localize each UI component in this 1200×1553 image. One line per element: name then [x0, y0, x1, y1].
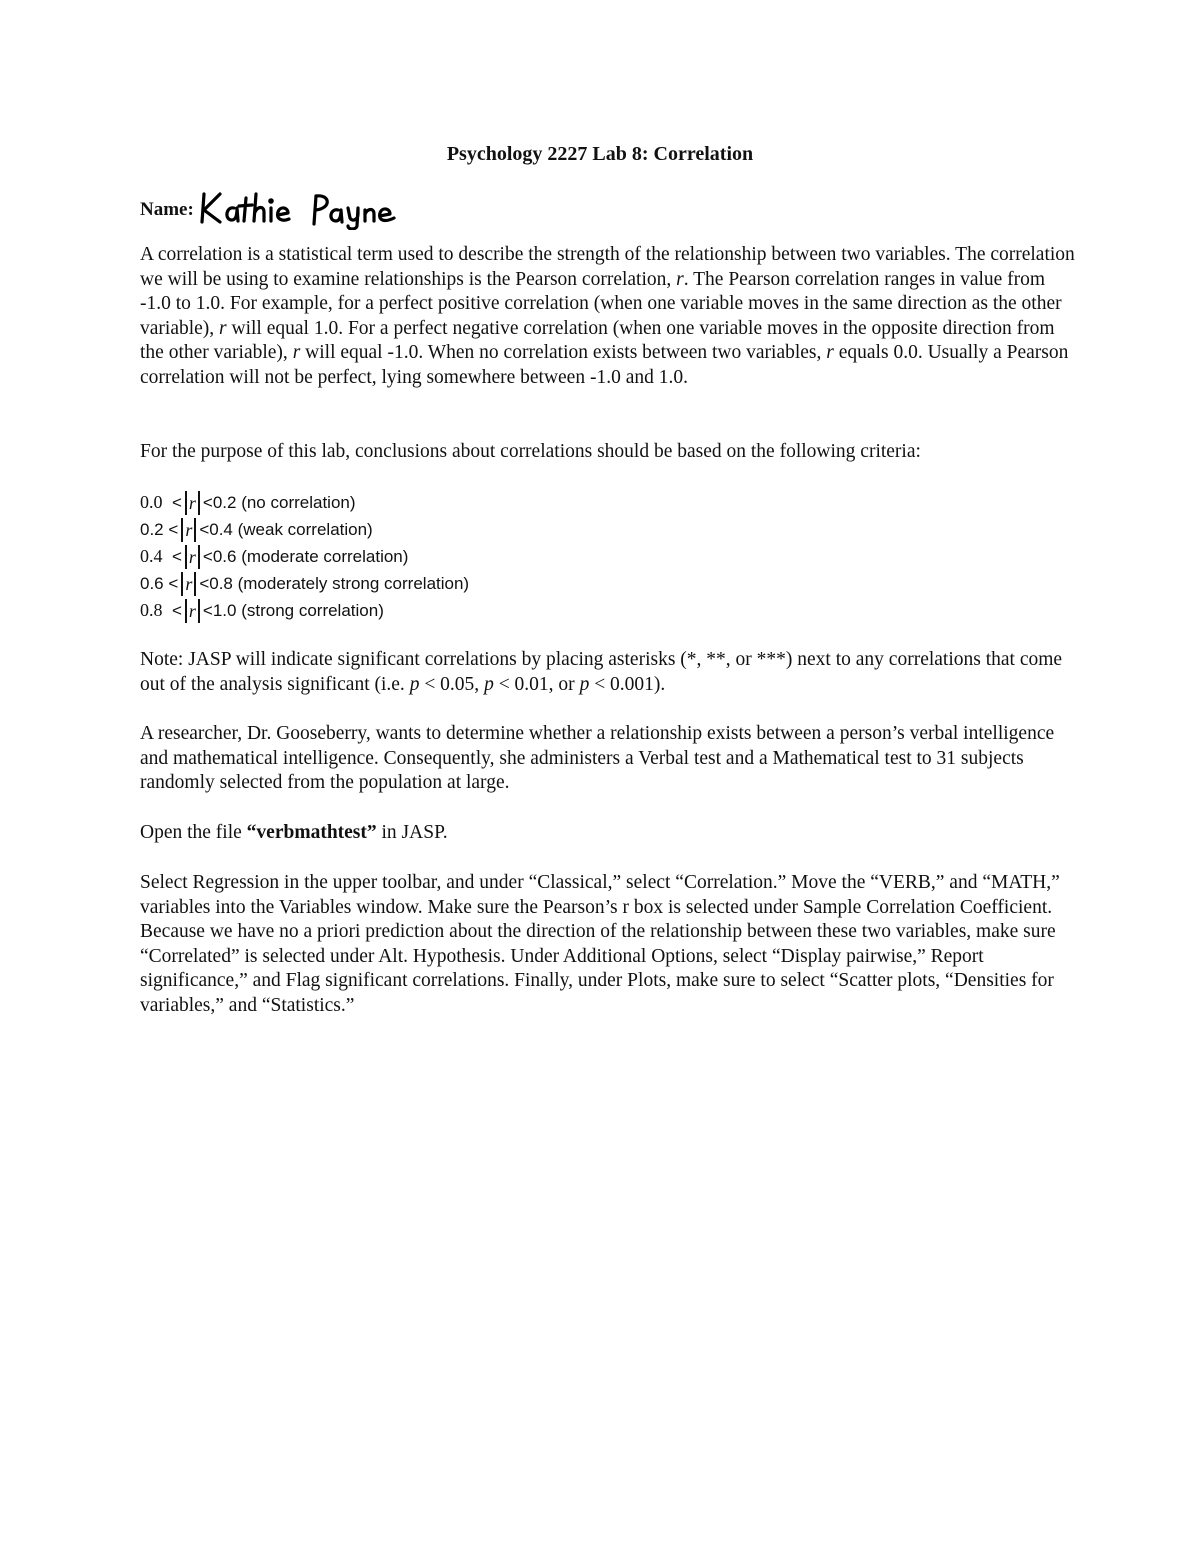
p-symbol: p: [484, 673, 494, 695]
p-symbol: p: [579, 673, 590, 695]
instructions-text: Select Regression in the upper toolbar, and under “Classical,” select “Correlation.” Move the “VERB,” and “MATH,” variables into the Variables window. Make sure the Pearson’s r box is selected under Sample Correlation Coefficient. Because we have no a priori prediction about the direction of the relationship between these two variables, make sure “Correlated” is selected under Alt. Hypothesis. Under Additional Options, select “Display pairwise,” Report significance,” and Flag significant correlations. Finally, under Plots, make sure to select “Scatter plots, “Densities for variables,” and “Statistics.”: [140, 872, 1060, 1016]
criteria-item: [140, 489, 1080, 516]
name-row: [140, 186, 408, 230]
name-label: Name:: [140, 199, 194, 220]
note-paragraph: [140, 648, 1080, 697]
criteria-item: [140, 516, 1080, 543]
open-file-text-2: in JASP.: [376, 822, 448, 843]
criteria-lower-bound: 0.6: [140, 574, 164, 593]
note-text-2: < 0.05,: [419, 673, 485, 695]
criteria-lower-bound: 0.8: [140, 600, 163, 620]
open-file-paragraph: [140, 821, 1080, 846]
criteria-item: [140, 570, 1080, 597]
criteria-item: [140, 597, 1080, 624]
criteria-lower-bound: 0.2: [140, 520, 164, 539]
file-name: “verbmathtest”: [246, 822, 377, 843]
abs-r-symbol: r: [185, 599, 200, 623]
page-title: Psychology 2227 Lab 8: Correlation: [446, 143, 754, 165]
criteria-list: [140, 489, 1080, 624]
purpose-paragraph: [140, 440, 1080, 465]
researcher-text: A researcher, Dr. Gooseberry, wants to determine whether a relationship exists between a person’s verbal intelligence and mathematical intelligence. Consequently, she administers a Verbal test and a Mathematical test to 31 subjects randomly selected from the population at large.: [140, 723, 1055, 794]
criteria-lower-bound: 0.4: [140, 546, 163, 566]
abs-r-symbol: r: [181, 572, 196, 596]
instructions-paragraph: [140, 871, 1080, 1019]
criteria-operator: <: [168, 574, 179, 593]
intro-text-2: . The Pearson correlation ranges in value from -1.0 to 1.0. For example, for a perfect positive correlation (when one variable moves in the same direction as the other variable),: [140, 268, 1062, 339]
intro-text-3: will equal 1.0. For a perfect negative correlation (when one variable moves in the opposite direction from the other variable),: [140, 317, 1055, 364]
r-symbol: r: [676, 268, 684, 290]
criteria-range-label: <0.6 (moderate correlation): [202, 547, 409, 566]
criteria-operator: <: [171, 601, 182, 620]
p-symbol: p: [409, 673, 420, 695]
intro-paragraph: [140, 243, 1080, 391]
note-text-3: < 0.01, or: [493, 673, 580, 695]
criteria-range-label: <0.2 (no correlation): [202, 493, 356, 512]
handwritten-signature: [198, 186, 408, 230]
note-text-4: < 0.001).: [589, 673, 666, 695]
criteria-operator: <: [168, 520, 179, 539]
criteria-range-label: <1.0 (strong correlation): [202, 601, 384, 620]
researcher-paragraph: [140, 722, 1080, 796]
criteria-range-label: <0.4 (weak correlation): [199, 520, 373, 539]
purpose-text: For the purpose of this lab, conclusions about correlations should be based on the following criteria:: [140, 441, 921, 462]
abs-r-symbol: r: [185, 545, 200, 569]
r-symbol: r: [219, 317, 227, 339]
intro-text-4: will equal -1.0. When no correlation exists between two variables,: [300, 342, 827, 364]
criteria-lower-bound: 0.0: [140, 492, 163, 512]
r-symbol: r: [292, 342, 301, 364]
abs-r-symbol: r: [181, 518, 196, 542]
criteria-item: [140, 543, 1080, 570]
intro-text-1: A correlation is a statistical term used to describe the strength of the relationship between two variables. The correlation we will be using to examine relationships is the Pearson correlation,: [140, 244, 1075, 290]
criteria-operator: <: [171, 493, 182, 512]
intro-text-5: equals 0.0. Usually a Pearson correlation will not be perfect, lying somewhere between -1.0 and 1.0.: [140, 342, 1069, 388]
note-text-1: Note: JASP will indicate significant correlations by placing asterisks (*, **, or ***) next to any correlations that come out of the analysis significant (i.e.: [140, 649, 1063, 695]
abs-r-symbol: r: [185, 491, 200, 515]
criteria-operator: <: [171, 547, 182, 566]
criteria-range-label: <0.8 (moderately strong correlation): [199, 574, 470, 593]
r-symbol: r: [826, 342, 834, 364]
open-file-text-1: Open the file: [140, 822, 247, 843]
